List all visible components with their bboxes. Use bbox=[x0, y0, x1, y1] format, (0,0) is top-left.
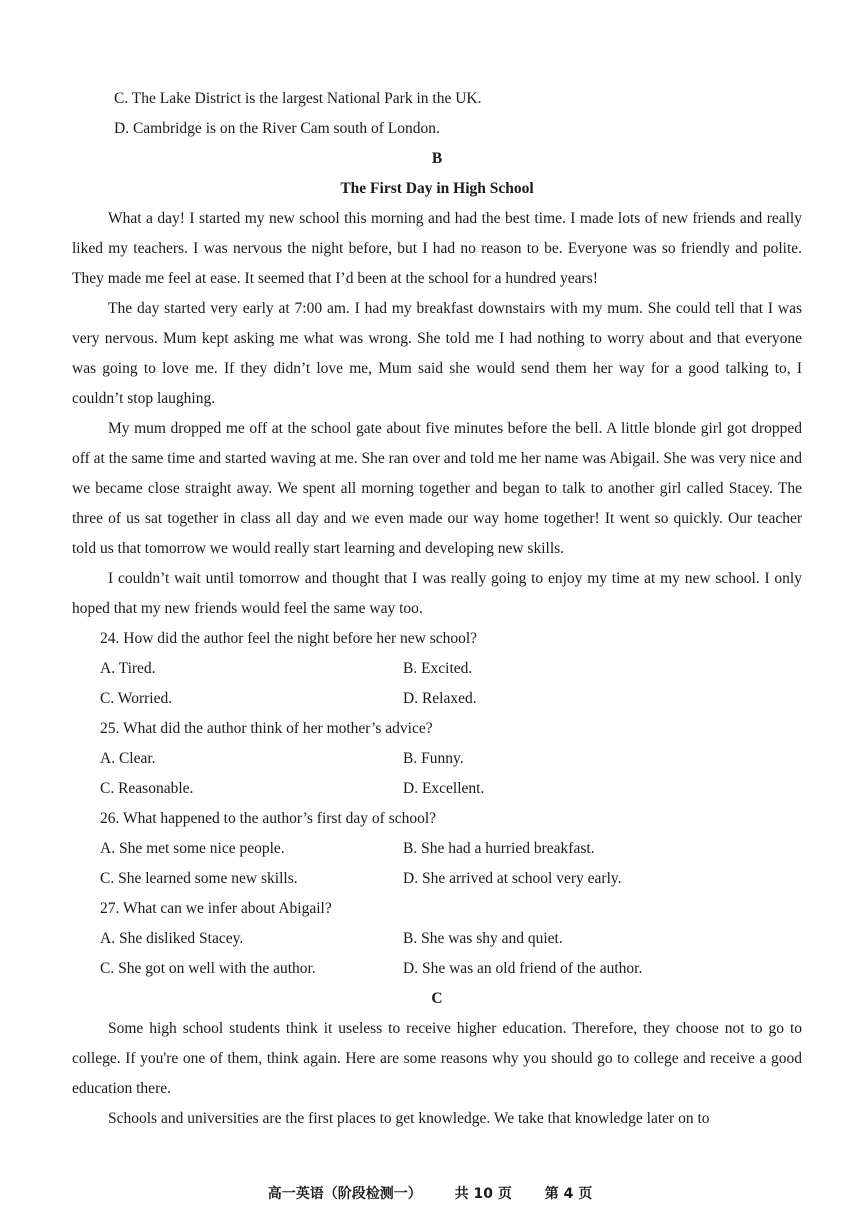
question-24-options bbox=[72, 654, 802, 714]
option-c: C. Worried. bbox=[100, 690, 173, 707]
passage-paragraph: My mum dropped me off at the school gate about five minutes before the bell. A little blonde girl got dropped off at the same time and started waving at me. She ran over and told me her name was Abigail. She was very nice and we became close straight away. We spent all morning together and began to talk to another girl called Stacey. The three of us sat together in class all day and we even made our way home together! It went so quickly. Our teacher told us that tomorrow we would really start learning and developing new skills. bbox=[72, 420, 802, 557]
section-b-letter: B bbox=[431, 150, 443, 167]
option-b: B. Funny. bbox=[403, 750, 464, 767]
option-d: D. She was an old friend of the author. bbox=[403, 960, 643, 977]
passage-paragraph: Some high school students think it useless to receive higher education. Therefore, they choose not to go to college. If you're one of them, think again. Here are some reasons why you should go to college and receive a good education there. bbox=[72, 1020, 802, 1097]
option-d: D. Excellent. bbox=[403, 780, 485, 797]
footer-page-number: 第 4 页 bbox=[544, 1186, 593, 1202]
passage-title: The First Day in High School bbox=[340, 180, 534, 197]
option-b: B. She was shy and quiet. bbox=[403, 930, 563, 947]
footer-total-pages: 共 10 页 bbox=[454, 1186, 512, 1202]
option-b: B. Excited. bbox=[403, 660, 473, 677]
option-c: C. Reasonable. bbox=[100, 780, 194, 797]
passage-paragraph: The day started very early at 7:00 am. I had my breakfast downstairs with my mum. She could tell that I was very nervous. Mum kept asking me what was wrong. She told me I had nothing to worry about and that everyone was going to love me. If they didn’t love me, Mum said she would send them her way for a good talking to, I couldn’t stop laughing. bbox=[72, 300, 802, 407]
question-27-options bbox=[72, 924, 802, 984]
option-b: B. She had a hurried breakfast. bbox=[403, 840, 595, 857]
option-c: C. She got on well with the author. bbox=[100, 960, 316, 977]
question-24: 24. How did the author feel the night before her new school? bbox=[100, 630, 478, 647]
passage-paragraph: Schools and universities are the first places to get knowledge. We take that knowledge later on to bbox=[108, 1110, 710, 1127]
option-d: D. Relaxed. bbox=[403, 690, 477, 707]
option-a: A. She disliked Stacey. bbox=[100, 930, 244, 947]
question-25: 25. What did the author think of her mother’s advice? bbox=[100, 720, 433, 737]
question-27: 27. What can we infer about Abigail? bbox=[100, 900, 332, 917]
option-a: A. Clear. bbox=[100, 750, 156, 767]
passage-paragraph: I couldn’t wait until tomorrow and thought that I was really going to enjoy my time at my new school. I only hoped that my new friends would feel the same way too. bbox=[72, 570, 802, 617]
option-d: D. She arrived at school very early. bbox=[403, 870, 622, 887]
option-a: A. She met some nice people. bbox=[100, 840, 285, 857]
option-a: A. Tired. bbox=[100, 660, 156, 677]
option-c: C. She learned some new skills. bbox=[100, 870, 298, 887]
question-26-options bbox=[72, 834, 802, 894]
prev-option-c: C. The Lake District is the largest National Park in the UK. bbox=[114, 90, 482, 107]
question-25-options bbox=[72, 744, 802, 804]
page-footer bbox=[0, 1184, 860, 1204]
question-26: 26. What happened to the author’s first day of school? bbox=[100, 810, 437, 827]
prev-option-d: D. Cambridge is on the River Cam south of London. bbox=[114, 120, 440, 137]
passage-paragraph: What a day! I started my new school this morning and had the best time. I made lots of new friends and really liked my teachers. I was nervous the night before, but I had no reason to be. Everyone was so friendly and polite. They made me feel at ease. It seemed that I’d been at the school for a hundred years! bbox=[72, 210, 802, 287]
section-c-letter: C bbox=[431, 990, 443, 1007]
footer-subject: 高一英语（阶段检测一） bbox=[267, 1186, 422, 1202]
